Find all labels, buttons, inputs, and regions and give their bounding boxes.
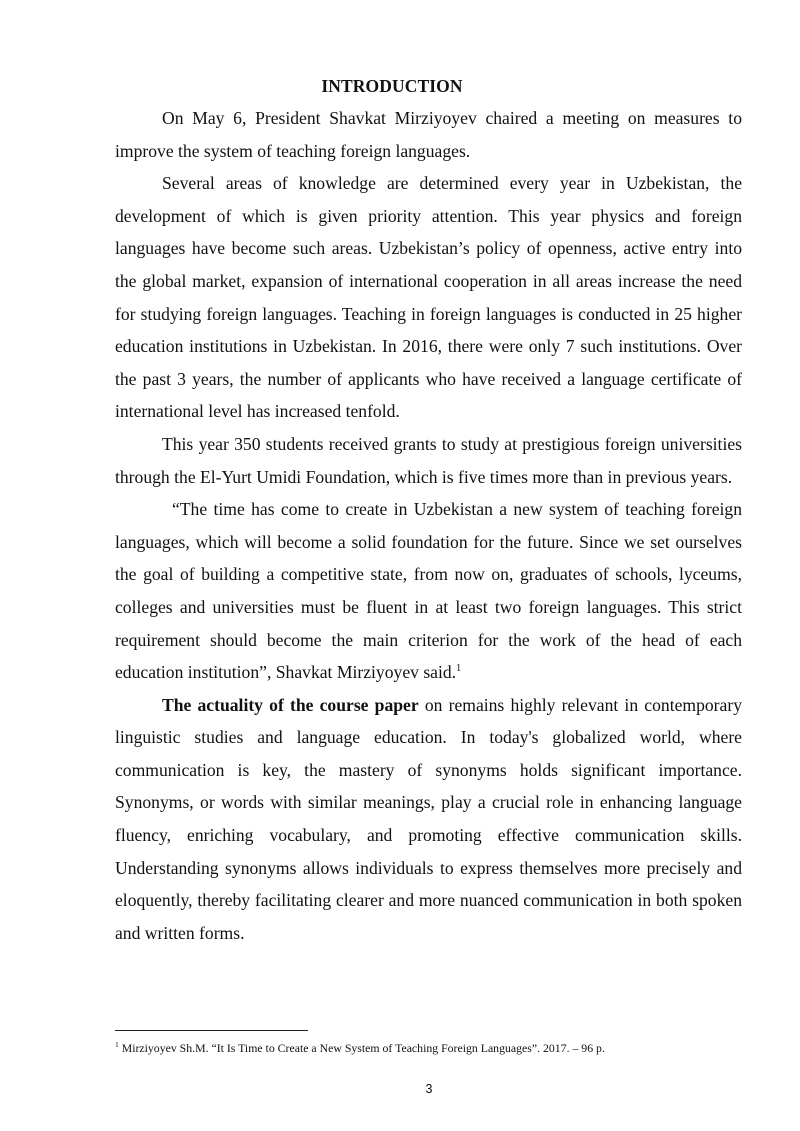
actuality-heading: The actuality of the course paper: [162, 694, 419, 715]
quote-text: “The time has come to create in Uzbekistan a new system of teaching foreign languages, which will become a solid foundation for the future. Since we set ourselves the goal of building a competitive state, from now on, graduates of schools, lyceums, colleges and universities must be fluent in at least two foreign languages. This strict requirement should become the main criterion for the work of the head of each education institution”, Shavkat Mirziyoyev said.: [115, 499, 742, 683]
body-text: [115, 102, 742, 949]
page-title: INTRODUCTION: [321, 76, 463, 96]
footnote-marker: 1: [115, 1040, 119, 1050]
paragraph-5: [115, 689, 742, 950]
page-number: 3: [425, 1082, 433, 1096]
paragraph-2: Several areas of knowledge are determined every year in Uzbekistan, the development of which is given priority attention. This year physics and foreign languages have become such areas. Uzbekistan’s policy of openness, active entry into the global market, expansion of international cooperation in all areas increase the need for studying foreign languages. Teaching in foreign languages is conducted in 25 higher education institutions in Uzbekistan. In 2016, there were only 7 such institutions. Over the past 3 years, the number of applicants who have received a language certificate of international level has increased tenfold.: [115, 173, 742, 422]
paragraph-4-quote: [115, 493, 742, 689]
footnote-divider: [115, 1030, 308, 1031]
footnote: [115, 1041, 755, 1056]
paragraph-1: On May 6, President Shavkat Mirziyoyev chaired a meeting on measures to improve the system of teaching foreign languages.: [115, 108, 742, 161]
footnote-text: Mirziyoyev Sh.M. “It Is Time to Create a New System of Teaching Foreign Languages”. 2017. – 96 p.: [118, 1041, 605, 1055]
actuality-text: on remains highly relevant in contemporary linguistic studies and language education. In today's globalized world, where communication is key, the mastery of synonyms holds significant importance. Synonyms, or words with similar meanings, play a crucial role in enhancing language fluency, enriching vocabulary, and promoting effective communication skills. Understanding synonyms allows individuals to express themselves more precisely and eloquently, thereby facilitating clearer and more nuanced communication in both spoken and written forms.: [115, 694, 742, 943]
paragraph-3: This year 350 students received grants to study at prestigious foreign universities through the El-Yurt Umidi Foundation, which is five times more than in previous years.: [115, 433, 742, 487]
footnote-reference[interactable]: 1: [456, 663, 462, 675]
